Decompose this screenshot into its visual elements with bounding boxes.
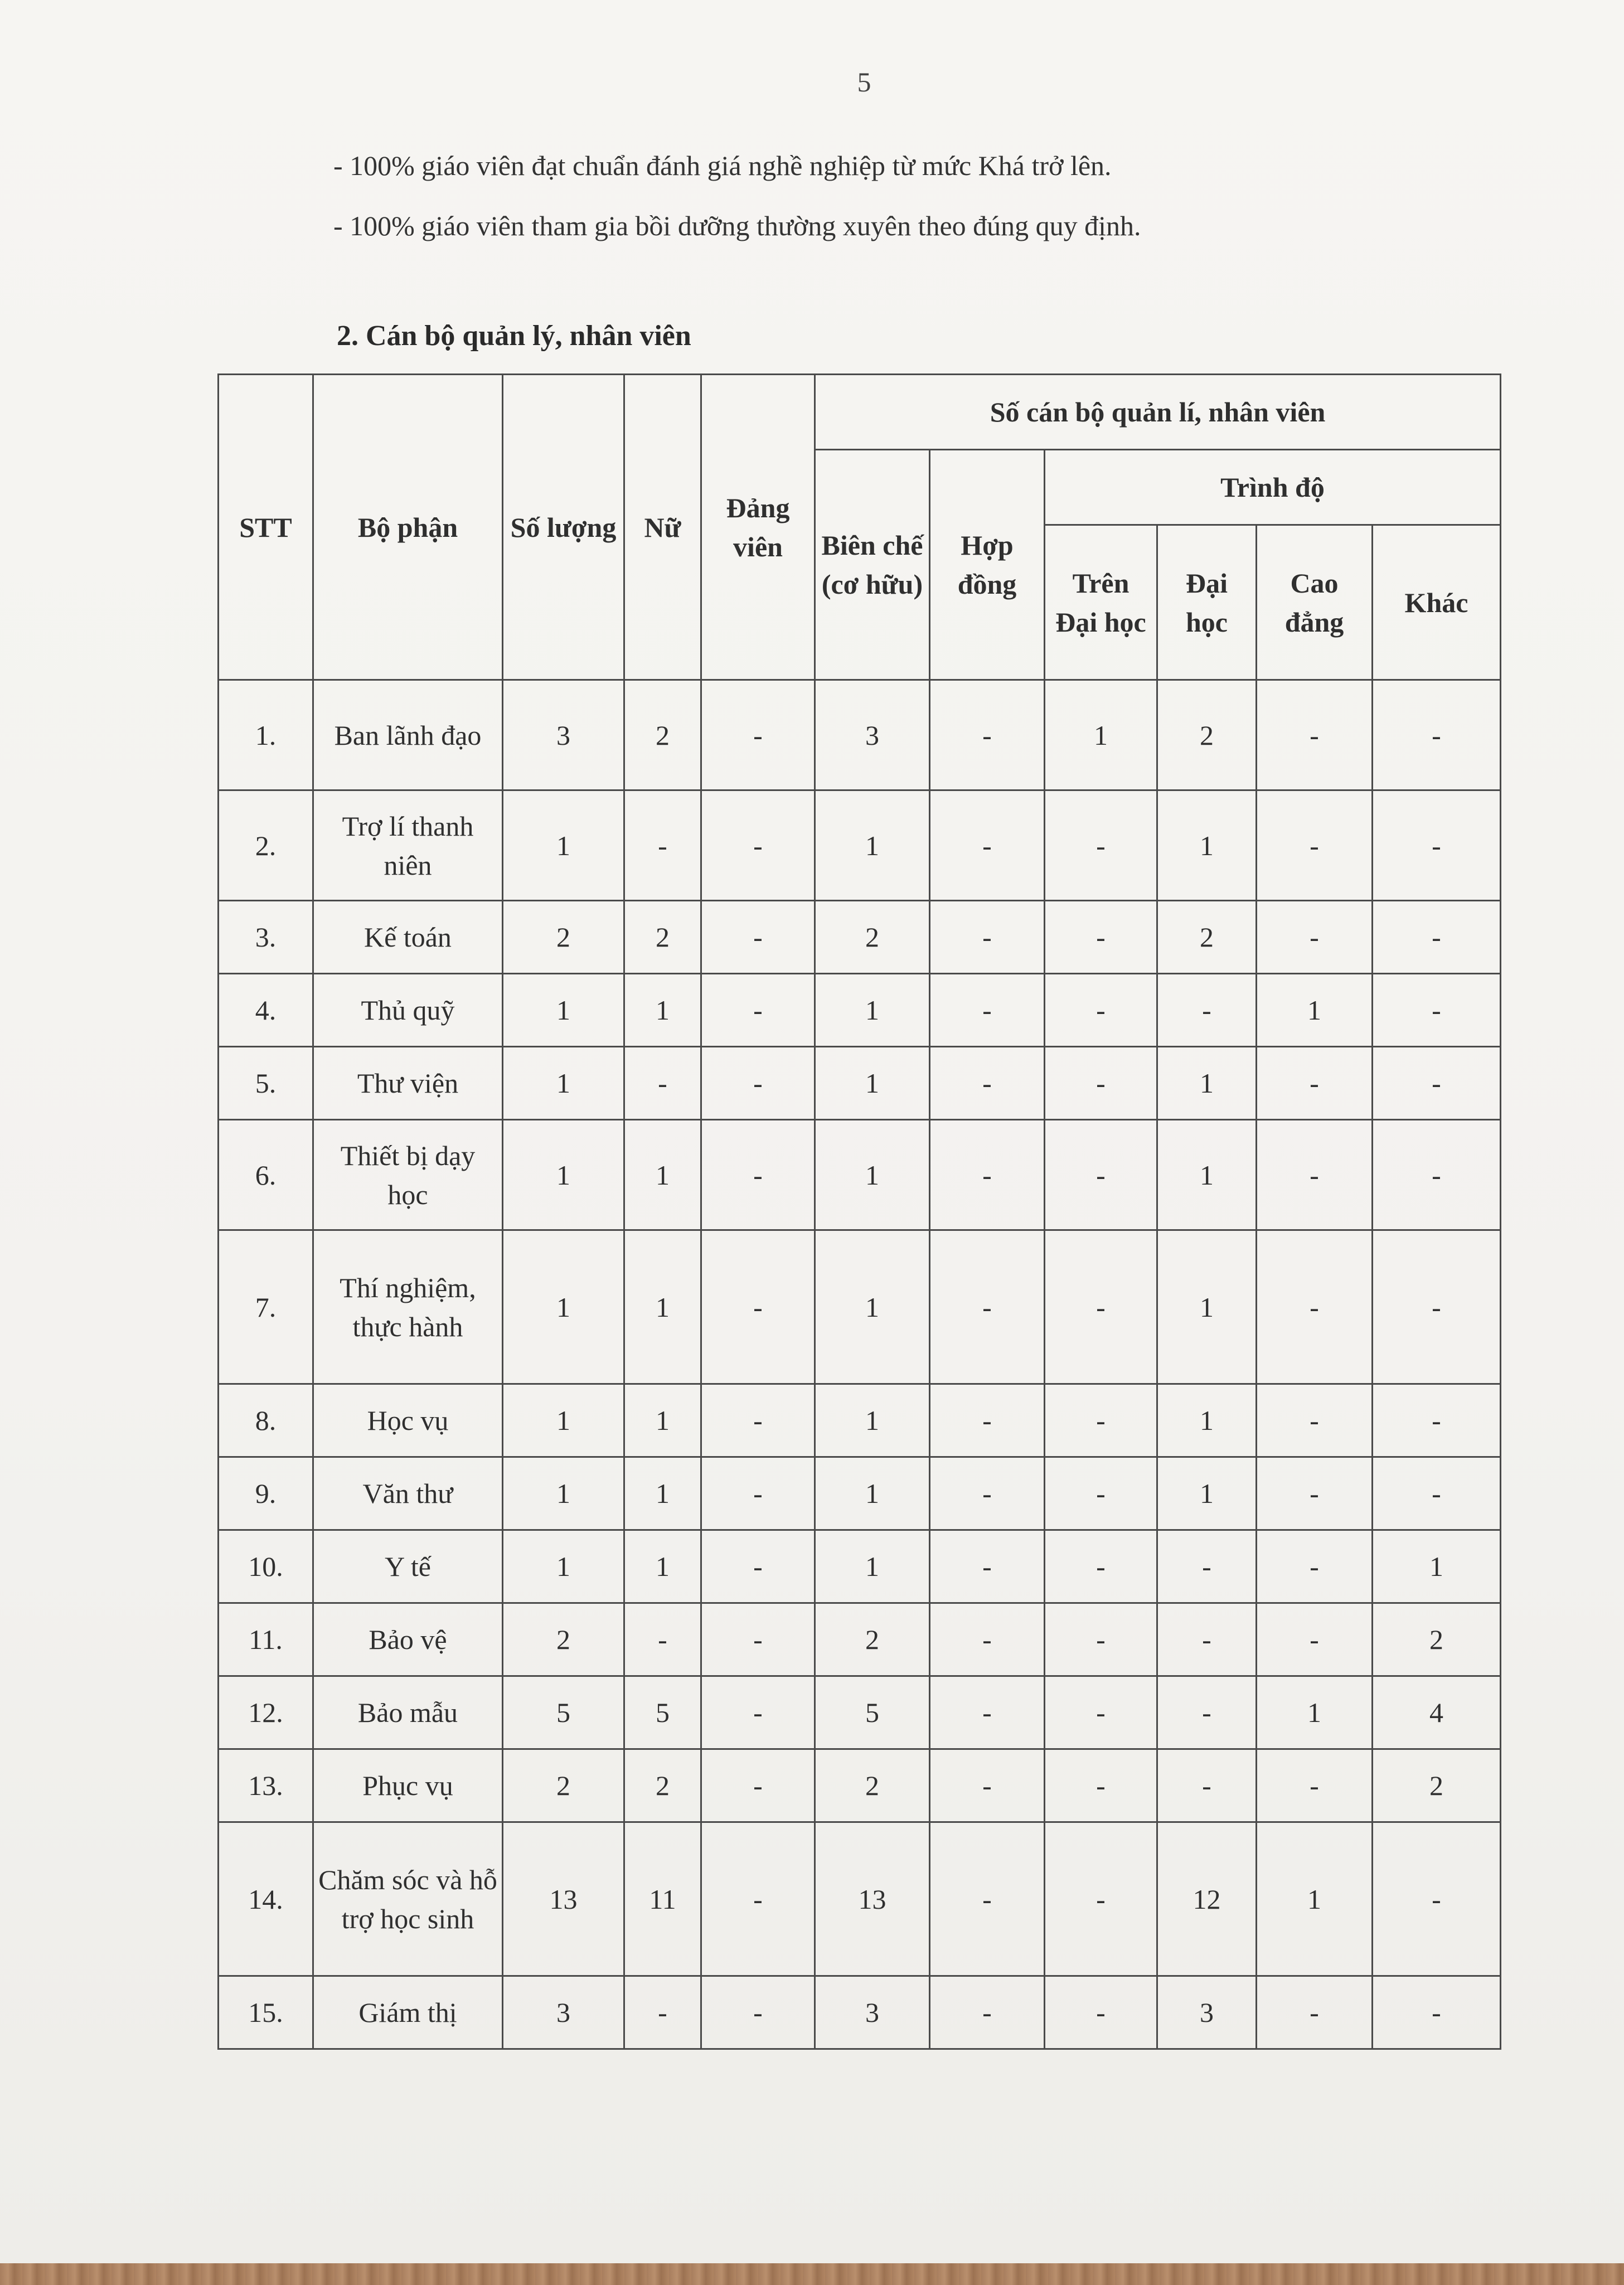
cell-dang-vien: - xyxy=(701,1384,815,1457)
cell-so-luong: 1 xyxy=(503,1230,624,1384)
cell-dang-vien: - xyxy=(701,1976,815,2049)
cell-cao-dang: 1 xyxy=(1257,1822,1373,1976)
cell-tren-dai-hoc: - xyxy=(1045,1047,1157,1120)
cell-so-luong: 2 xyxy=(503,1603,624,1676)
cell-khac: 2 xyxy=(1373,1603,1501,1676)
cell-bo-phan: Ban lãnh đạo xyxy=(313,680,503,790)
table-row xyxy=(219,790,1501,901)
cell-hop-dong: - xyxy=(930,1749,1045,1822)
cell-bien-che: 3 xyxy=(815,1976,930,2049)
cell-bien-che: 1 xyxy=(815,1457,930,1530)
section-heading: 2. Cán bộ quản lý, nhân viên xyxy=(337,320,691,352)
cell-so-luong: 5 xyxy=(503,1676,624,1749)
cell-cao-dang: - xyxy=(1257,1047,1373,1120)
cell-khac: - xyxy=(1373,680,1501,790)
wood-surface-edge xyxy=(0,2263,1624,2285)
header-tren-dai-hoc: Trên Đại học xyxy=(1045,525,1157,680)
table-row xyxy=(219,1047,1501,1120)
cell-dang-vien: - xyxy=(701,1457,815,1530)
cell-bo-phan: Bảo mẫu xyxy=(313,1676,503,1749)
cell-hop-dong: - xyxy=(930,1976,1045,2049)
header-trinh-do: Trình độ xyxy=(1045,450,1501,525)
cell-bo-phan: Trợ lí thanh niên xyxy=(313,790,503,901)
header-dai-hoc: Đại học xyxy=(1157,525,1257,680)
cell-dang-vien: - xyxy=(701,1230,815,1384)
bullet-teacher-standard: - 100% giáo viên đạt chuẩn đánh giá nghề nghiệp từ mức Khá trở lên. xyxy=(333,150,1112,181)
cell-khac: - xyxy=(1373,974,1501,1047)
cell-dai-hoc: 1 xyxy=(1157,1457,1257,1530)
header-hop-dong: Hợp đồng xyxy=(930,450,1045,680)
cell-dang-vien: - xyxy=(701,1603,815,1676)
cell-dai-hoc: - xyxy=(1157,974,1257,1047)
header-cao-dang: Cao đẳng xyxy=(1257,525,1373,680)
cell-stt: 14. xyxy=(219,1822,313,1976)
cell-khac: - xyxy=(1373,1457,1501,1530)
header-so-luong: Số lượng xyxy=(503,375,624,680)
header-stt: STT xyxy=(219,375,313,680)
cell-nu: 1 xyxy=(624,1230,701,1384)
cell-dai-hoc: 1 xyxy=(1157,1384,1257,1457)
cell-nu: 2 xyxy=(624,680,701,790)
bullet-teacher-training: - 100% giáo viên tham gia bồi dưỡng thường xuyên theo đúng quy định. xyxy=(333,210,1141,241)
cell-dang-vien: - xyxy=(701,901,815,974)
cell-stt: 9. xyxy=(219,1457,313,1530)
cell-dai-hoc: 2 xyxy=(1157,680,1257,790)
cell-dang-vien: - xyxy=(701,790,815,901)
cell-nu: - xyxy=(624,1976,701,2049)
cell-bien-che: 2 xyxy=(815,1603,930,1676)
cell-hop-dong: - xyxy=(930,790,1045,901)
cell-bo-phan: Phục vụ xyxy=(313,1749,503,1822)
cell-cao-dang: - xyxy=(1257,1749,1373,1822)
cell-bo-phan: Thư viện xyxy=(313,1047,503,1120)
cell-bien-che: 1 xyxy=(815,1047,930,1120)
cell-cao-dang: - xyxy=(1257,1120,1373,1230)
cell-nu: 1 xyxy=(624,1120,701,1230)
cell-stt: 12. xyxy=(219,1676,313,1749)
cell-dai-hoc: 1 xyxy=(1157,1047,1257,1120)
cell-tren-dai-hoc: - xyxy=(1045,1976,1157,2049)
cell-nu: 1 xyxy=(624,1530,701,1603)
cell-so-luong: 1 xyxy=(503,1384,624,1457)
cell-bien-che: 1 xyxy=(815,790,930,901)
cell-hop-dong: - xyxy=(930,1530,1045,1603)
cell-cao-dang: 1 xyxy=(1257,1676,1373,1749)
cell-tren-dai-hoc: - xyxy=(1045,1530,1157,1603)
cell-hop-dong: - xyxy=(930,1230,1045,1384)
cell-tren-dai-hoc: - xyxy=(1045,1676,1157,1749)
cell-bo-phan: Học vụ xyxy=(313,1384,503,1457)
cell-nu: 11 xyxy=(624,1822,701,1976)
cell-cao-dang: 1 xyxy=(1257,974,1373,1047)
cell-nu: - xyxy=(624,1603,701,1676)
cell-tren-dai-hoc: - xyxy=(1045,901,1157,974)
cell-tren-dai-hoc: - xyxy=(1045,1822,1157,1976)
cell-hop-dong: - xyxy=(930,901,1045,974)
cell-dang-vien: - xyxy=(701,680,815,790)
cell-khac: - xyxy=(1373,1120,1501,1230)
cell-so-luong: 3 xyxy=(503,1976,624,2049)
cell-hop-dong: - xyxy=(930,974,1045,1047)
cell-dang-vien: - xyxy=(701,1676,815,1749)
cell-khac: - xyxy=(1373,1822,1501,1976)
cell-dang-vien: - xyxy=(701,1530,815,1603)
cell-bo-phan: Thí nghiệm, thực hành xyxy=(313,1230,503,1384)
cell-bien-che: 1 xyxy=(815,974,930,1047)
cell-cao-dang: - xyxy=(1257,1530,1373,1603)
cell-hop-dong: - xyxy=(930,1603,1045,1676)
cell-khac: 4 xyxy=(1373,1676,1501,1749)
cell-nu: 1 xyxy=(624,1384,701,1457)
cell-dang-vien: - xyxy=(701,1749,815,1822)
cell-stt: 1. xyxy=(219,680,313,790)
table-row xyxy=(219,974,1501,1047)
cell-dai-hoc: 12 xyxy=(1157,1822,1257,1976)
header-bo-phan: Bộ phận xyxy=(313,375,503,680)
cell-nu: 1 xyxy=(624,974,701,1047)
cell-tren-dai-hoc: - xyxy=(1045,1457,1157,1530)
cell-bo-phan: Thiết bị dạy học xyxy=(313,1120,503,1230)
cell-khac: - xyxy=(1373,1047,1501,1120)
cell-stt: 10. xyxy=(219,1530,313,1603)
cell-stt: 6. xyxy=(219,1120,313,1230)
cell-bien-che: 3 xyxy=(815,680,930,790)
cell-hop-dong: - xyxy=(930,1120,1045,1230)
cell-bo-phan: Văn thư xyxy=(313,1457,503,1530)
cell-so-luong: 3 xyxy=(503,680,624,790)
cell-so-luong: 2 xyxy=(503,901,624,974)
cell-so-luong: 13 xyxy=(503,1822,624,1976)
header-dang-vien: Đảng viên xyxy=(701,375,815,680)
cell-cao-dang: - xyxy=(1257,901,1373,974)
cell-dai-hoc: 1 xyxy=(1157,1120,1257,1230)
cell-khac: - xyxy=(1373,1384,1501,1457)
table-row xyxy=(219,1976,1501,2049)
cell-stt: 15. xyxy=(219,1976,313,2049)
cell-bo-phan: Kế toán xyxy=(313,901,503,974)
table-row xyxy=(219,1603,1501,1676)
cell-bien-che: 1 xyxy=(815,1530,930,1603)
table-row xyxy=(219,1230,1501,1384)
cell-bo-phan: Y tế xyxy=(313,1530,503,1603)
cell-so-luong: 1 xyxy=(503,1530,624,1603)
cell-nu: 5 xyxy=(624,1676,701,1749)
table-row xyxy=(219,1457,1501,1530)
cell-cao-dang: - xyxy=(1257,1384,1373,1457)
cell-so-luong: 1 xyxy=(503,1047,624,1120)
cell-so-luong: 1 xyxy=(503,1457,624,1530)
cell-tren-dai-hoc: - xyxy=(1045,1749,1157,1822)
cell-nu: 2 xyxy=(624,1749,701,1822)
header-nu: Nữ xyxy=(624,375,701,680)
cell-tren-dai-hoc: - xyxy=(1045,1603,1157,1676)
cell-tren-dai-hoc: - xyxy=(1045,974,1157,1047)
cell-bien-che: 5 xyxy=(815,1676,930,1749)
cell-cao-dang: - xyxy=(1257,1457,1373,1530)
cell-hop-dong: - xyxy=(930,1676,1045,1749)
cell-dai-hoc: - xyxy=(1157,1749,1257,1822)
cell-nu: - xyxy=(624,1047,701,1120)
cell-cao-dang: - xyxy=(1257,1976,1373,2049)
cell-nu: - xyxy=(624,790,701,901)
header-group: Số cán bộ quản lí, nhân viên xyxy=(815,375,1501,450)
cell-khac: - xyxy=(1373,790,1501,901)
cell-bo-phan: Chăm sóc và hỗ trợ học sinh xyxy=(313,1822,503,1976)
cell-dang-vien: - xyxy=(701,1120,815,1230)
cell-tren-dai-hoc: - xyxy=(1045,1384,1157,1457)
cell-stt: 11. xyxy=(219,1603,313,1676)
cell-cao-dang: - xyxy=(1257,680,1373,790)
cell-cao-dang: - xyxy=(1257,1603,1373,1676)
table-row xyxy=(219,680,1501,790)
header-bien-che: Biên chế (cơ hữu) xyxy=(815,450,930,680)
cell-tren-dai-hoc: - xyxy=(1045,1230,1157,1384)
cell-bo-phan: Giám thị xyxy=(313,1976,503,2049)
cell-stt: 4. xyxy=(219,974,313,1047)
cell-nu: 1 xyxy=(624,1457,701,1530)
cell-tren-dai-hoc: - xyxy=(1045,790,1157,901)
cell-cao-dang: - xyxy=(1257,790,1373,901)
cell-khac: - xyxy=(1373,1230,1501,1384)
cell-so-luong: 2 xyxy=(503,1749,624,1822)
table-row xyxy=(219,1749,1501,1822)
cell-khac: - xyxy=(1373,1976,1501,2049)
cell-bo-phan: Thủ quỹ xyxy=(313,974,503,1047)
cell-bien-che: 1 xyxy=(815,1384,930,1457)
cell-hop-dong: - xyxy=(930,680,1045,790)
cell-cao-dang: - xyxy=(1257,1230,1373,1384)
cell-hop-dong: - xyxy=(930,1047,1045,1120)
cell-khac: 1 xyxy=(1373,1530,1501,1603)
cell-dang-vien: - xyxy=(701,1822,815,1976)
cell-khac: - xyxy=(1373,901,1501,974)
cell-stt: 13. xyxy=(219,1749,313,1822)
table-row xyxy=(219,1822,1501,1976)
cell-stt: 3. xyxy=(219,901,313,974)
table-row xyxy=(219,1676,1501,1749)
cell-bien-che: 2 xyxy=(815,1749,930,1822)
cell-so-luong: 1 xyxy=(503,1120,624,1230)
table-row xyxy=(219,901,1501,974)
cell-dang-vien: - xyxy=(701,1047,815,1120)
cell-stt: 7. xyxy=(219,1230,313,1384)
cell-hop-dong: - xyxy=(930,1822,1045,1976)
cell-khac: 2 xyxy=(1373,1749,1501,1822)
table-body xyxy=(219,680,1501,2049)
cell-dai-hoc: 2 xyxy=(1157,901,1257,974)
table-row xyxy=(219,1530,1501,1603)
table-header xyxy=(219,375,1501,680)
cell-bien-che: 13 xyxy=(815,1822,930,1976)
cell-bo-phan: Bảo vệ xyxy=(313,1603,503,1676)
cell-dai-hoc: 1 xyxy=(1157,1230,1257,1384)
cell-nu: 2 xyxy=(624,901,701,974)
cell-stt: 5. xyxy=(219,1047,313,1120)
cell-dai-hoc: - xyxy=(1157,1676,1257,1749)
table-row xyxy=(219,1384,1501,1457)
staff-table xyxy=(217,373,1501,2050)
cell-stt: 2. xyxy=(219,790,313,901)
cell-hop-dong: - xyxy=(930,1457,1045,1530)
cell-bien-che: 1 xyxy=(815,1120,930,1230)
cell-so-luong: 1 xyxy=(503,790,624,901)
cell-tren-dai-hoc: 1 xyxy=(1045,680,1157,790)
cell-so-luong: 1 xyxy=(503,974,624,1047)
cell-bien-che: 2 xyxy=(815,901,930,974)
header-khac: Khác xyxy=(1373,525,1501,680)
cell-hop-dong: - xyxy=(930,1384,1045,1457)
page-number: 5 xyxy=(857,66,871,98)
cell-stt: 8. xyxy=(219,1384,313,1457)
cell-tren-dai-hoc: - xyxy=(1045,1120,1157,1230)
cell-dai-hoc: - xyxy=(1157,1530,1257,1603)
cell-dai-hoc: 1 xyxy=(1157,790,1257,901)
cell-dang-vien: - xyxy=(701,974,815,1047)
cell-dai-hoc: 3 xyxy=(1157,1976,1257,2049)
cell-dai-hoc: - xyxy=(1157,1603,1257,1676)
cell-bien-che: 1 xyxy=(815,1230,930,1384)
table-row xyxy=(219,1120,1501,1230)
